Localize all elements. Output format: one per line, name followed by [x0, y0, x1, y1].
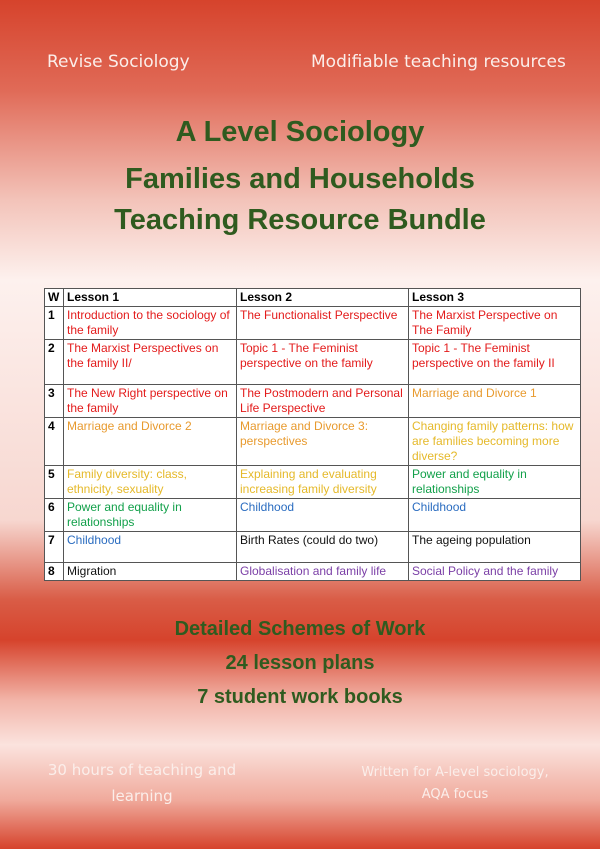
- lesson-cell: The Marxist Perspectives on the family II/: [64, 340, 237, 385]
- table-row: [45, 499, 581, 532]
- week-number: 8: [45, 563, 64, 581]
- lesson-cell: Introduction to the sociology of the family: [64, 307, 237, 340]
- header-week: W: [45, 289, 64, 307]
- week-number: 5: [45, 466, 64, 499]
- lesson-cell: The Postmodern and Personal Life Perspective: [237, 385, 409, 418]
- lesson-cell: Topic 1 - The Feminist perspective on the family: [237, 340, 409, 385]
- lesson-cell: Social Policy and the family: [409, 563, 581, 581]
- lesson-cell: Marriage and Divorce 3: perspectives: [237, 418, 409, 466]
- week-number: 7: [45, 532, 64, 563]
- title-line-2: Families and Households: [125, 163, 475, 195]
- header-lesson-1: Lesson 1: [64, 289, 237, 307]
- week-number: 2: [45, 340, 64, 385]
- week-number: 3: [45, 385, 64, 418]
- lesson-cell: Childhood: [409, 499, 581, 532]
- lesson-cell: Childhood: [64, 532, 237, 563]
- table-row: [45, 563, 581, 581]
- audience-label: Written for A-level sociology, AQA focus: [361, 765, 549, 802]
- week-number: 6: [45, 499, 64, 532]
- tagline-label: Modifiable teaching resources: [311, 52, 566, 72]
- table-row: [45, 466, 581, 499]
- title-line-3: Teaching Resource Bundle: [114, 204, 486, 236]
- lesson-cell: Explaining and evaluating increasing family diversity: [237, 466, 409, 499]
- week-number: 4: [45, 418, 64, 466]
- hours-label: 30 hours of teaching and learning: [47, 761, 237, 805]
- lesson-cell: The ageing population: [409, 532, 581, 563]
- bundle-line-1: Detailed Schemes of Work: [174, 618, 426, 640]
- lesson-cell: Changing family patterns: how are families becoming more diverse?: [409, 418, 581, 466]
- lesson-cell: Migration: [64, 563, 237, 581]
- table-header-row: [45, 289, 581, 307]
- lesson-cell: Childhood: [237, 499, 409, 532]
- header-lesson-3: Lesson 3: [409, 289, 581, 307]
- lesson-table-container: [44, 288, 580, 581]
- lesson-cell: Marriage and Divorce 1: [409, 385, 581, 418]
- table-row: [45, 385, 581, 418]
- bundle-line-2: 24 lesson plans: [225, 652, 375, 674]
- lesson-table: [44, 288, 581, 581]
- lesson-cell: Power and equality in relationships: [64, 499, 237, 532]
- bundle-line-3: 7 student work books: [197, 686, 403, 708]
- lesson-cell: The Marxist Perspective on The Family: [409, 307, 581, 340]
- lesson-cell: The New Right perspective on the family: [64, 385, 237, 418]
- title-line-1: A Level Sociology: [175, 116, 425, 148]
- lesson-cell: The Functionalist Perspective: [237, 307, 409, 340]
- table-row: [45, 532, 581, 563]
- table-row: [45, 340, 581, 385]
- table-row: [45, 307, 581, 340]
- lesson-cell: Globalisation and family life: [237, 563, 409, 581]
- lesson-cell: Family diversity: class, ethnicity, sexuality: [64, 466, 237, 499]
- table-row: [45, 418, 581, 466]
- header-lesson-2: Lesson 2: [237, 289, 409, 307]
- week-number: 1: [45, 307, 64, 340]
- lesson-cell: Marriage and Divorce 2: [64, 418, 237, 466]
- lesson-cell: Topic 1 - The Feminist perspective on the family II: [409, 340, 581, 385]
- lesson-cell: Power and equality in relationships: [409, 466, 581, 499]
- brand-label: Revise Sociology: [47, 52, 190, 72]
- lesson-cell: Birth Rates (could do two): [237, 532, 409, 563]
